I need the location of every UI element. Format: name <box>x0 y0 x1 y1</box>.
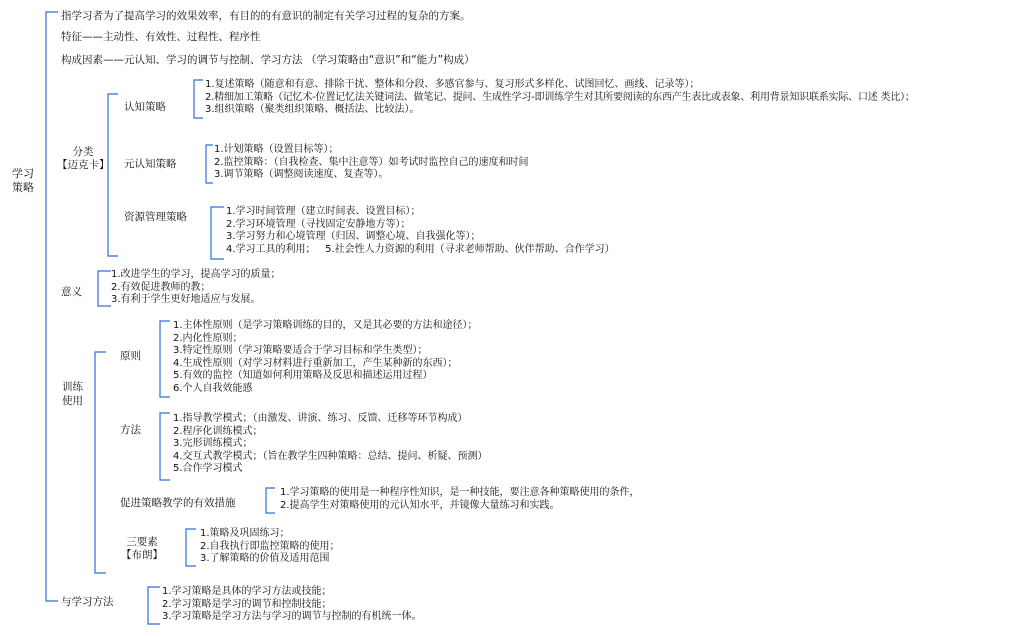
list-item: 3.了解策略的价值及适用范围 <box>200 553 330 565</box>
resource-strategy-list <box>226 206 615 256</box>
list-item: 4.交互式教学模式；（旨在教学生四种策略：总结、提问、析疑、预测） <box>173 450 488 462</box>
features-text: 特征——主动性、有效性、过程性、程序性 <box>61 31 261 43</box>
list-item: 1.计划策略（设置目标等）； <box>214 144 339 155</box>
relation-label: 与学习方法 <box>61 596 114 608</box>
root-bracket <box>46 12 58 601</box>
list-item: 2.有效促进教师的教； <box>111 281 211 293</box>
methods-label: 方法 <box>120 424 141 436</box>
root-label-line2: 策略 <box>12 181 34 194</box>
metacognitive-strategy-list <box>214 144 529 182</box>
list-item: 1.学习策略是具体的学习方法或技能； <box>162 586 332 597</box>
three-elements-label-line1: 三要素 <box>126 536 158 548</box>
methods-list <box>173 413 488 476</box>
list-item: 1.指导教学模式；（由激发、讲演、练习、反馈、迁移等环节构成） <box>173 413 468 424</box>
metacognitive-strategy-label: 元认知策略 <box>124 158 177 170</box>
root-label <box>12 167 34 195</box>
resource-strategy-label: 资源管理策略 <box>124 211 187 223</box>
relation-list <box>162 586 422 624</box>
classification-label <box>57 146 109 172</box>
root-label-line1: 学习 <box>12 167 34 180</box>
training-label-line1: 训练 <box>62 381 83 393</box>
list-item: 1.改进学生的学习，提高学习的质量； <box>111 269 281 280</box>
training-label <box>62 380 83 408</box>
principles-list <box>173 320 478 396</box>
three-elements-label-line2: 【布朗】 <box>121 549 163 561</box>
relation-bracket <box>148 587 160 624</box>
resource-bracket <box>211 207 224 259</box>
list-item: 1.学习时间管理（建立时间表、设置目标）； <box>226 206 421 217</box>
list-item: 3.组织策略（聚类组织策略、概括法、比较法）。 <box>205 104 420 116</box>
significance-label: 意义 <box>61 286 82 298</box>
list-item: 3.完形训练模式； <box>173 438 253 450</box>
list-item: 2.内化性原则； <box>173 332 243 344</box>
measures-label: 促进策略教学的有效措施 <box>120 497 236 509</box>
list-item: 3.特定性原则（学习策略要适合于学习目标和学生类型）； <box>173 345 428 357</box>
classification-label-line2: 【迈克卡】 <box>57 159 110 171</box>
definition-text: 指学习者为了提高学习的效果效率，有目的的有意识的制定有关学习过程的复杂的方案。 <box>61 10 471 22</box>
list-item: 2.精细加工策略（记忆术-位置记忆法关键词法、做笔记、提问、生成性学习-即训练学生对其所要阅读的东西产生表比或表象、利用背景知识联系实际、口述 类比）； <box>205 91 915 103</box>
three-elements-label <box>120 536 164 562</box>
list-item: 1.策略及巩固练习； <box>200 528 290 539</box>
list-item: 3.调节策略（调整阅读速度、复查等）。 <box>214 169 389 181</box>
cognitive-bracket <box>194 80 203 118</box>
list-item: 5.有效的监控（知道如何利用策略及反思和描述运用过程） <box>173 370 433 382</box>
three-elements-list <box>200 528 340 566</box>
list-item: 2.程序化训练模式； <box>173 425 263 437</box>
list-item: 1.主体性原则（是学习策略训练的目的，又是其必要的方法和途径）； <box>173 320 478 331</box>
list-item: 3.有利于学生更好地适应与发展。 <box>111 294 261 306</box>
list-item: 1.学习策略的使用是一种程序性知识，是一种技能，要注意各种策略使用的条件， <box>280 487 640 498</box>
list-item: 6.个人自我效能感 <box>173 382 253 394</box>
list-item: 3.学习策略是学习方法与学习的调节与控制的有机统一体。 <box>162 611 422 623</box>
list-item: 4.生成性原则（对学习材料进行重新加工，产生某种新的东西）； <box>173 357 458 369</box>
list-item: 2.学习环境管理（寻找固定安静地方等）； <box>226 218 411 230</box>
list-item: 2.提高学生对策略使用的元认知水平，并镜像大量练习和实践。 <box>280 499 560 511</box>
methods-bracket <box>160 413 170 480</box>
components-text: 构成因素——元认知、学习的调节与控制、学习方法 （学习策略由“意识”和“能力”构成） <box>61 54 475 66</box>
list-item: 3.学习努力和心境管理（归因、调整心境、自我强化等）； <box>226 231 481 243</box>
measures-bracket <box>266 488 275 513</box>
list-item: 2.自我执行即监控策略的使用； <box>200 540 340 552</box>
list-item: 4.学习工具的利用； 5.社会性人力资源的利用（寻求老师帮助、伙伴帮助、合作学习） <box>226 243 615 255</box>
three-elements-bracket <box>186 529 196 566</box>
list-item: 2.学习策略是学习的调节和控制技能； <box>162 598 332 610</box>
principles-label: 原则 <box>120 350 141 362</box>
significance-list <box>111 269 281 307</box>
training-bracket <box>95 352 106 573</box>
metacognitive-bracket <box>206 145 213 183</box>
significance-bracket <box>98 271 111 306</box>
cognitive-strategy-label: 认知策略 <box>124 101 166 113</box>
principles-bracket <box>160 321 170 397</box>
cognitive-strategy-list <box>205 79 915 117</box>
measures-list <box>280 487 640 512</box>
training-label-line2: 使用 <box>62 395 83 407</box>
list-item: 5.合作学习模式 <box>173 463 243 475</box>
list-item: 1.复述策略（随意和有意、排除干扰、整体和分段、多感官参与、复习形式多样化、试图回忆、画线、记录等）； <box>205 79 700 90</box>
list-item: 2.监控策略：（自我检查、集中注意等）如考试时监控自己的速度和时间 <box>214 156 529 168</box>
classification-bracket <box>108 94 118 256</box>
classification-label-line1: 分类 <box>72 146 94 158</box>
